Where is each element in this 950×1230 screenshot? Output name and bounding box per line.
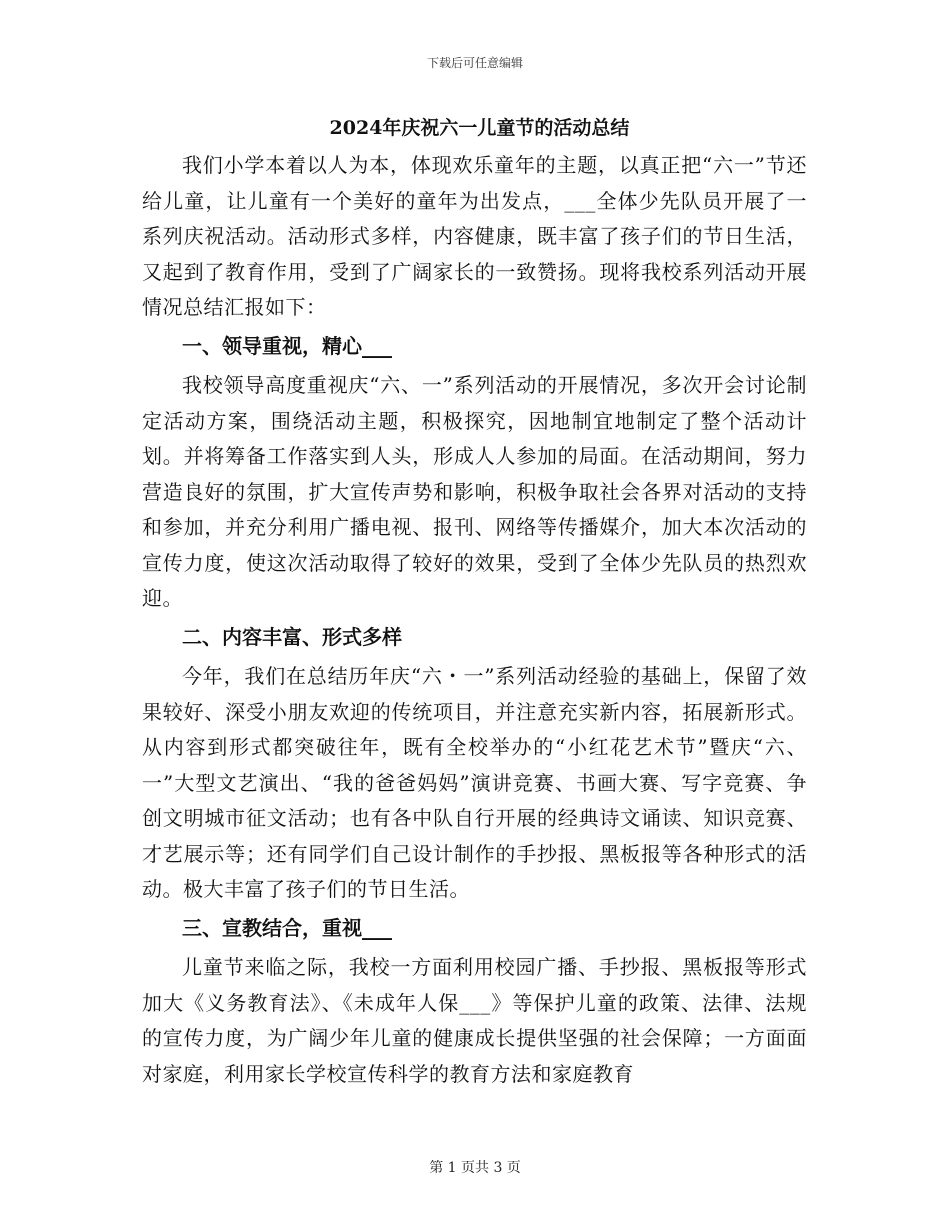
section-3-body: 儿童节来临之际，我校一方面利用校园广播、手抄报、黑板报等形式加大《义务教育法》、《未成年人保___》等保护儿童的政策、法律、法规的宣传力度，为广阔少年儿童的健康成长提供坚强的社会保障；一方面面对家庭，利用家长学校宣传科学的教育方法和家庭教育	[142, 955, 807, 1086]
section-2-heading: 二、内容丰富、形式多样	[182, 624, 402, 649]
section-2-body: 今年，我们在总结历年庆“六・一”系列活动经验的基础上，保留了效果较好、深受小朋友欢迎的传统项目，并注意充实新内容，拓展新形式。从内容到形式都突破往年，既有全校举办的“小红花艺术节”暨庆“六、一”大型文艺演出、“我的爸爸妈妈”演讲竞赛、书画大赛、写字竞赛、争创文明城市征文活动；也有各中队自行开展的经典诗文诵读、知识竞赛、才艺展示等；还有同学们自己设计制作的手抄报、黑板报等各种形式的活动。极大丰富了孩子们的节日生活。	[142, 664, 807, 901]
intro-paragraph: 我们小学本着以人为本，体现欢乐童年的主题，以真正把“六一”节还给儿童，让儿童有一个美好的童年为出发点，___全体少先队员开展了一系列庆祝活动。活动形式多样，内容健康，既丰富了孩子们的节日生活，又起到了教育作用，受到了广阔家长的一致赞扬。现将我校系列活动开展情况总结汇报如下：	[142, 153, 807, 319]
page-number: 第 1 页共 3 页	[429, 1160, 521, 1176]
document-title: 2024年庆祝六一儿童节的活动总结	[329, 117, 630, 139]
section-1-heading: 一、领导重视，精心___	[182, 333, 392, 358]
header-note: 下载后可任意编辑	[426, 56, 523, 70]
section-3-heading: 三、宣教结合，重视___	[182, 915, 392, 940]
section-1-body: 我校领导高度重视庆“六、一”系列活动的开展情况，多次开会讨论制定活动方案，围绕活动主题，积极探究，因地制宜地制定了整个活动计划。并将筹备工作落实到人头，形成人人参加的局面。在活动期间，努力营造良好的氛围，扩大宣传声势和影响，积极争取社会各界对活动的支持和参加，并充分利用广播电视、报刊、网络等传播媒介，加大本次活动的宣传力度，使这次活动取得了较好的效果，受到了全体少先队员的热烈欢迎。	[142, 373, 807, 610]
document-body	[142, 112, 807, 1092]
